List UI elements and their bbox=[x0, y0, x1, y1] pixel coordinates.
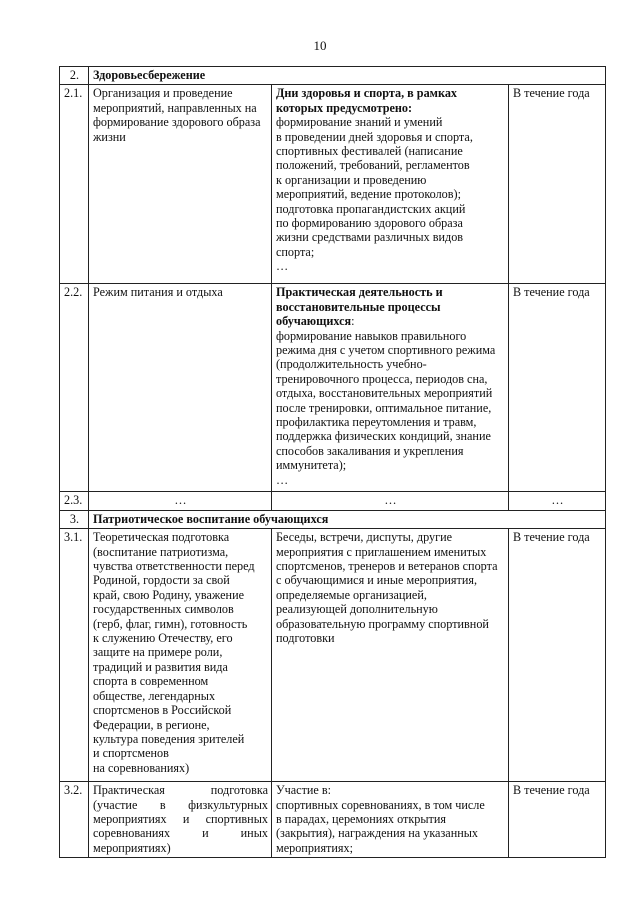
section-title: Патриотическое воспитание обучающихся bbox=[89, 510, 606, 528]
content-line: жизни средствами различных видов bbox=[276, 230, 464, 245]
section-title: Здоровьесбережение bbox=[89, 67, 606, 85]
content-line: по формированию здорового образа bbox=[276, 216, 463, 231]
row-topic: … bbox=[89, 492, 272, 510]
content-line: спорта; bbox=[276, 244, 315, 259]
content-line: подготовки bbox=[276, 631, 335, 646]
content-line: с обучающимися и иные мероприятия, bbox=[276, 573, 478, 588]
topic-line: к служению Отечеству, его bbox=[93, 631, 233, 646]
content-heading-suffix: : bbox=[351, 314, 355, 329]
row-period: В течение года bbox=[509, 782, 606, 858]
topic-line: Родиной, гордости за свой bbox=[93, 573, 230, 588]
content-line: мероприятий, ведение протоколов); bbox=[276, 187, 461, 202]
topic-line: на соревнованиях) bbox=[93, 760, 190, 775]
section-number: 2. bbox=[60, 67, 89, 85]
topic-line: спорта в современном bbox=[93, 674, 209, 689]
section-header-row bbox=[60, 510, 606, 528]
row-period: … bbox=[509, 492, 606, 510]
content-line: реализующей дополнительную bbox=[276, 602, 438, 617]
row-topic: Организация и проведение мероприятий, направленных на формирование здорового образа жизни bbox=[89, 85, 272, 284]
row-content bbox=[272, 85, 509, 284]
content-line: поддержка физических кондиций, знание bbox=[276, 429, 491, 444]
content-line: спортивных соревнованиях, в том числе bbox=[276, 797, 485, 812]
row-number: 2.3. bbox=[60, 492, 89, 510]
page-number: 10 bbox=[313, 38, 327, 53]
content-line: в парадах, церемониях открытия bbox=[276, 812, 446, 827]
content-line: спортивных фестивалей (написание bbox=[276, 144, 463, 159]
content-line: образовательную программу спортивной bbox=[276, 616, 489, 631]
content-line: положений, требований, регламентов bbox=[276, 158, 470, 173]
section-number: 3. bbox=[60, 510, 89, 528]
section-header-row bbox=[60, 67, 606, 85]
row-topic: Режим питания и отдыха bbox=[89, 284, 272, 492]
row-content bbox=[272, 782, 509, 858]
table-row bbox=[60, 529, 606, 782]
content-line: профилактика переутомления и травм, bbox=[276, 415, 477, 430]
content-line: определяемые организацией, bbox=[276, 587, 427, 602]
topic-line: спортсменов в Российской bbox=[93, 703, 232, 718]
content-line: мероприятия с приглашением именитых bbox=[276, 544, 487, 559]
content-line: к организации и проведению bbox=[276, 172, 427, 187]
topic-line: (воспитание патриотизма, bbox=[93, 544, 229, 559]
topic-line: и спортсменов bbox=[93, 746, 169, 761]
content-line: способов закаливания и укрепления bbox=[276, 443, 464, 458]
content-line: спортсменов, тренеров и ветеранов спорта bbox=[276, 559, 498, 574]
row-number: 2.2. bbox=[60, 284, 89, 492]
content-line: (закрытия), награждения на указанных bbox=[276, 826, 479, 841]
row-period: В течение года bbox=[509, 284, 606, 492]
row-content: … bbox=[272, 492, 509, 510]
row-content bbox=[272, 284, 509, 492]
content-line: подготовка пропагандистских акций bbox=[276, 201, 466, 216]
content-ellipsis: … bbox=[276, 259, 289, 274]
row-content bbox=[272, 529, 509, 782]
content-line: (продолжительность учебно- bbox=[276, 357, 427, 372]
row-topic: Практическая подготовка (участие в физкультурных мероприятиях и спортивных соревнованиях и иных мероприятиях) bbox=[89, 782, 272, 858]
table-row bbox=[60, 284, 606, 492]
row-number: 3.2. bbox=[60, 782, 89, 858]
topic-line: культура поведения зрителей bbox=[93, 731, 245, 746]
content-line: мероприятиях; bbox=[276, 840, 353, 855]
content-heading: Дни здоровья и спорта, в рамках которых предусмотрено: bbox=[276, 86, 458, 115]
table-row bbox=[60, 492, 606, 510]
table-row bbox=[60, 782, 606, 858]
row-period: В течение года bbox=[509, 85, 606, 284]
row-topic bbox=[89, 529, 272, 782]
topic-line: Федерации, в регионе, bbox=[93, 717, 210, 732]
topic-line: государственных символов bbox=[93, 602, 234, 617]
topic-line: обществе, легендарных bbox=[93, 688, 216, 703]
content-line: в проведении дней здоровья и спорта, bbox=[276, 129, 473, 144]
content-heading: Практическая деятельность и восстановительные процессы обучающихся bbox=[276, 285, 443, 329]
program-table bbox=[59, 66, 606, 858]
topic-line: Теоретическая подготовка bbox=[93, 530, 230, 545]
content-line: тренировочного процесса, периодов сна, bbox=[276, 371, 488, 386]
content-line: после тренировки, оптимальное питание, bbox=[276, 400, 492, 415]
content-line: Беседы, встречи, диспуты, другие bbox=[276, 530, 453, 545]
row-number: 3.1. bbox=[60, 529, 89, 782]
content-line: Участие в: bbox=[276, 783, 332, 798]
content-line: режима дня с учетом спортивного режима bbox=[276, 343, 496, 358]
content-ellipsis: … bbox=[276, 472, 289, 487]
topic-line: защите на примере роли, bbox=[93, 645, 223, 660]
content-line: формирование знаний и умений bbox=[276, 115, 443, 130]
content-line: иммунитета); bbox=[276, 458, 347, 473]
topic-line: край, свою Родину, уважение bbox=[93, 587, 245, 602]
table-row bbox=[60, 85, 606, 284]
row-period: В течение года bbox=[509, 529, 606, 782]
topic-line: (герб, флаг, гимн), готовность bbox=[93, 616, 248, 631]
content-line: формирование навыков правильного bbox=[276, 328, 467, 343]
topic-line: традиций и развития вида bbox=[93, 659, 228, 674]
row-number: 2.1. bbox=[60, 85, 89, 284]
topic-line: чувства ответственности перед bbox=[93, 559, 255, 574]
content-line: отдыха, восстановительных мероприятий bbox=[276, 386, 493, 401]
